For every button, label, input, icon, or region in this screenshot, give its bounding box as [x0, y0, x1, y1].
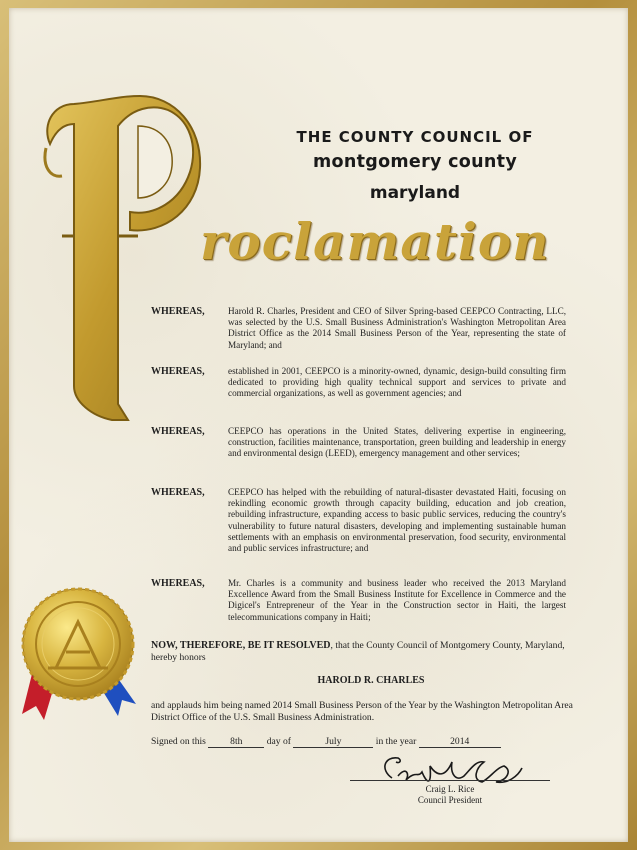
whereas-label: WHEREAS,: [151, 487, 205, 498]
whereas-label: WHEREAS,: [151, 426, 205, 437]
signed-line: [151, 736, 591, 748]
resolution-text: , that the County Council of Montgomery County, Maryland, hereby honors: [151, 640, 565, 663]
resolution-clause: [151, 640, 566, 664]
proclamation-title: roclamation: [200, 212, 550, 271]
signed-day-label: day of: [266, 736, 291, 747]
applauds-text: and applauds him being named 2014 Small Business Person of the Year by the Washington Metropolitan Area District Office of the U.S. Small Business Administration.: [151, 700, 573, 723]
council-heading: THE COUNTY COUNCIL OF: [296, 128, 534, 146]
gold-seal: [18, 586, 140, 736]
signed-year-label: in the year: [375, 736, 417, 747]
whereas-text: CEEPCO has operations in the United States, delivering expertise in engineering, construction, facilities maintenance, transportation, green building and leadership in energy and environmental design (LEED), emergency management and other services;: [228, 426, 566, 459]
county-heading: montgomery county: [312, 152, 518, 172]
whereas-clause-5: [151, 578, 566, 623]
honoree-name: HAROLD R. CHARLES: [317, 675, 425, 686]
whereas-text: established in 2001, CEEPCO is a minority-owned, dynamic, design-build consulting firm dedicated to providing high quality technical support and services to private and commercial organizations, as well as government agencies; and: [228, 366, 566, 399]
signatory-name: Craig L. Rice: [425, 784, 475, 794]
whereas-clause-2: [151, 366, 566, 400]
resolution-label: NOW, THEREFORE, BE IT RESOLVED: [151, 640, 331, 651]
whereas-label: WHEREAS,: [151, 366, 205, 377]
whereas-text: Harold R. Charles, President and CEO of Silver Spring-based CEEPCO Contracting, LLC, was selected by the U.S. Small Business Administration's Washington Metropolitan Area District Office as the 2014 Small Business Person of the Year, representing the state of Maryland; and: [228, 306, 566, 350]
whereas-clause-3: [151, 426, 566, 460]
signed-day: 8th: [208, 736, 264, 748]
signatory-title: Council President: [417, 795, 483, 805]
signed-year: 2014: [419, 736, 501, 748]
whereas-clause-4: [151, 487, 566, 554]
whereas-text: CEEPCO has helped with the rebuilding of natural-disaster devastated Haiti, focusing on rekindling economic growth through capacity building, education and job creation, rebuilding infrastructure, expanding access to basic public services, reducing the country's vulnerability to future natural disasters, developing and implementing sustainable human settlements with an emphasis on environmental preservation, food security, environmental and public services infrastructure; and: [228, 487, 566, 554]
whereas-text: Mr. Charles is a community and business leader who received the 2013 Maryland Excellence Award from the Small Business Institute for Excellence in Commerce and the Digicel's Entrepreneur of the Year in the Construction sector in Haiti, the largest telecommunications company in Haiti;: [228, 578, 566, 622]
state-heading: maryland: [369, 183, 461, 203]
signatory: [350, 784, 550, 806]
signed-month: July: [293, 736, 373, 748]
signed-prefix: Signed on this: [151, 736, 206, 747]
whereas-label: WHEREAS,: [151, 578, 205, 589]
whereas-clause-1: [151, 306, 566, 351]
whereas-label: WHEREAS,: [151, 306, 205, 317]
signature-line: [350, 780, 550, 781]
